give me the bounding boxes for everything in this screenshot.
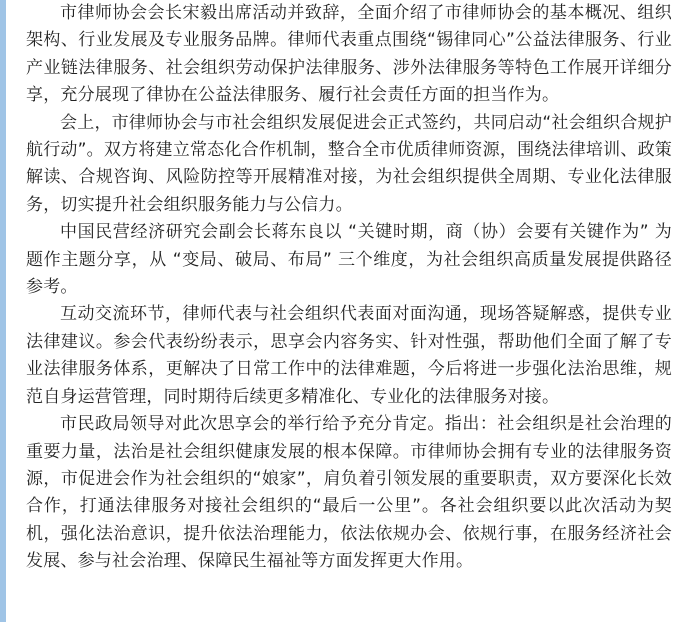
left-accent-bar	[0, 0, 6, 622]
article-paragraph-4: 互动交流环节，律师代表与社会组织代表面对面沟通，现场答疑解惑，提供专业法律建议。参会代表纷纷表示，思享会内容务实、针对性强，帮助他们全面了解了专业法律服务体系，更解决了日常工作中的法律难题，今后将进一步强化法治思维，规范自身运营管理，同时期待后续更多精准化、专业化的法律服务对接。	[26, 304, 672, 407]
article-paragraph-2: 会上，市律师协会与市社会组织发展促进会正式签约，共同启动“社会组织合规护航行动”。双方将建立常态化合作机制，整合全市优质律师资源，围绕法律培训、政策解读、合规咨询、风险防控等开展精准对接，为社会组织提供全周期、专业化法律服务，切实提升社会组织服务能力与公信力。	[26, 112, 672, 215]
article-body	[26, 0, 672, 622]
article-paragraph-1: 市律师协会会长宋毅出席活动并致辞，全面介绍了市律师协会的基本概况、组织架构、行业发展及专业服务品牌。律师代表重点围绕“锡律同心”公益法律服务、行业产业链法律服务、社会组织劳动保护法律服务、涉外法律服务等特色工作展开详细分享，充分展现了律协在公益法律服务、履行社会责任方面的担当作为。	[26, 3, 672, 106]
article-paragraph-3: 中国民营经济研究会副会长蒋东良以 “关键时期，商（协）会要有关键作为” 为题作主题分享，从 “变局、破局、布局” 三个维度，为社会组织高质量发展提供路径参考。	[26, 222, 672, 298]
article-paragraph-5: 市民政局领导对此次思享会的举行给予充分肯定。指出：社会组织是社会治理的重要力量，法治是社会组织健康发展的根本保障。市律师协会拥有专业的法律服务资源，市促进会作为社会组织的“娘家”，肩负着引领发展的重要职责，双方要深化长效合作，打通法律服务对接社会组织的“最后一公里”。各社会组织要以此次活动为契机，强化法治意识，提升依法治理能力，依法依规办会、依规行事，在服务经济社会发展、参与社会治理、保障民生福祉等方面发挥更大作用。	[26, 414, 672, 572]
